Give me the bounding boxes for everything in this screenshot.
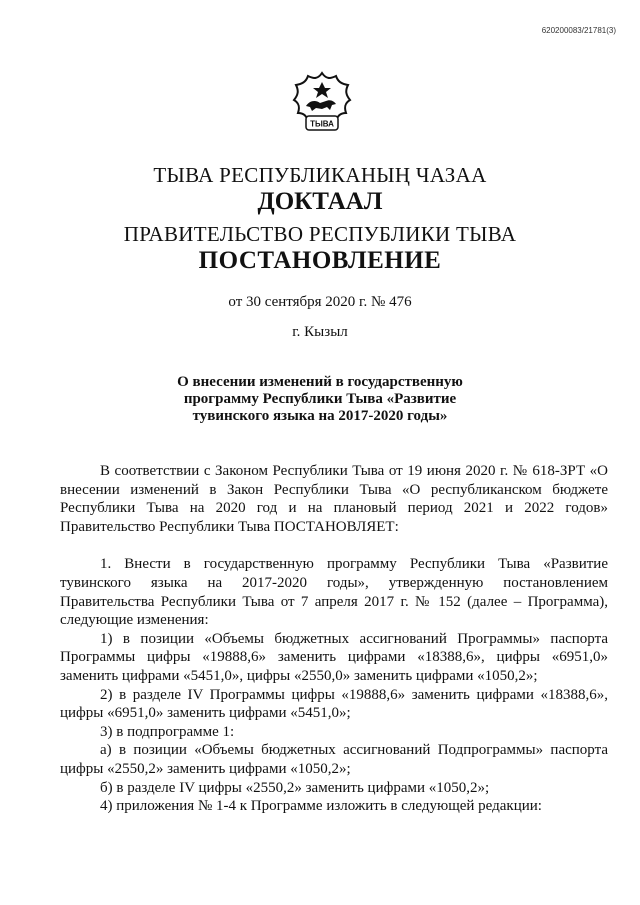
preamble-paragraph: В соответствии с Законом Республики Тыва от 19 июня 2020 г. № 618-ЗРТ «О внесении изменений в Закон Республики Тыва «О республиканском бюджете Республики Тыва на 2020 год и на плановый период 2021 и 2022 годов» Правительство Республики Тыва ПОСТАНОВЛЯЕТ: xyxy=(60,463,608,535)
decree-title xyxy=(0,374,640,425)
document-number: 620200083/21781(3) xyxy=(541,26,616,35)
body-paragraph: 1) в позиции «Объемы бюджетных ассигнований Программы» паспорта Программы цифры «19888,6» заменить цифрами «18388,6», цифры «6951,0» заменить цифрами «5451,0», цифры «2550,0» заменить цифрами «1050,2»; xyxy=(60,630,608,684)
body-paragraph: б) в разделе IV цифры «2550,2» заменить цифрами «1050,2»; xyxy=(100,779,490,796)
title-line: тувинского языка на 2017-2020 годы» xyxy=(192,408,448,424)
postanovlenie-heading: ПОСТАНОВЛЕНИЕ xyxy=(198,247,442,274)
decree-city: г. Кызыл xyxy=(292,324,348,340)
body-paragraph: 4) приложения № 1-4 к Программе изложить в следующей редакции: xyxy=(100,798,542,815)
tyva-header-line: ТЫВА РЕСПУБЛИКАНЫҢ ЧАЗАА xyxy=(153,163,487,187)
tuva-coat-of-arms-icon xyxy=(292,70,352,140)
body-paragraph: 1. Внести в государственную программу Республики Тыва «Развитие тувинского языка на 2017-2020 годы», утвержденную постановлением Правительства Республики Тыва от 7 апреля 2017 г. № 152 (далее – Программа), следующие изменения: xyxy=(60,556,608,629)
decree-body xyxy=(60,462,608,816)
emblem-label: ТЫВА xyxy=(310,119,334,129)
body-paragraph: а) в позиции «Объемы бюджетных ассигнований Подпрограммы» паспорта цифры «2550,2» заменить цифрами «1050,2»; xyxy=(60,742,608,777)
doktaal-heading: ДОКТААЛ xyxy=(257,188,383,215)
title-line: программу Республики Тыва «Развитие xyxy=(183,391,457,407)
decree-date: от 30 сентября 2020 г. № 476 xyxy=(228,294,412,310)
body-paragraph: 3) в подпрограмме 1: xyxy=(100,723,235,740)
government-header-line: ПРАВИТЕЛЬСТВО РЕСПУБЛИКИ ТЫВА xyxy=(123,222,517,246)
title-line: О внесении изменений в государственную xyxy=(177,374,463,390)
body-paragraph: 2) в разделе IV Программы цифры «19888,6» заменить цифрами «18388,6», цифры «6951,0» заменить цифрами «5451,0»; xyxy=(60,686,608,722)
